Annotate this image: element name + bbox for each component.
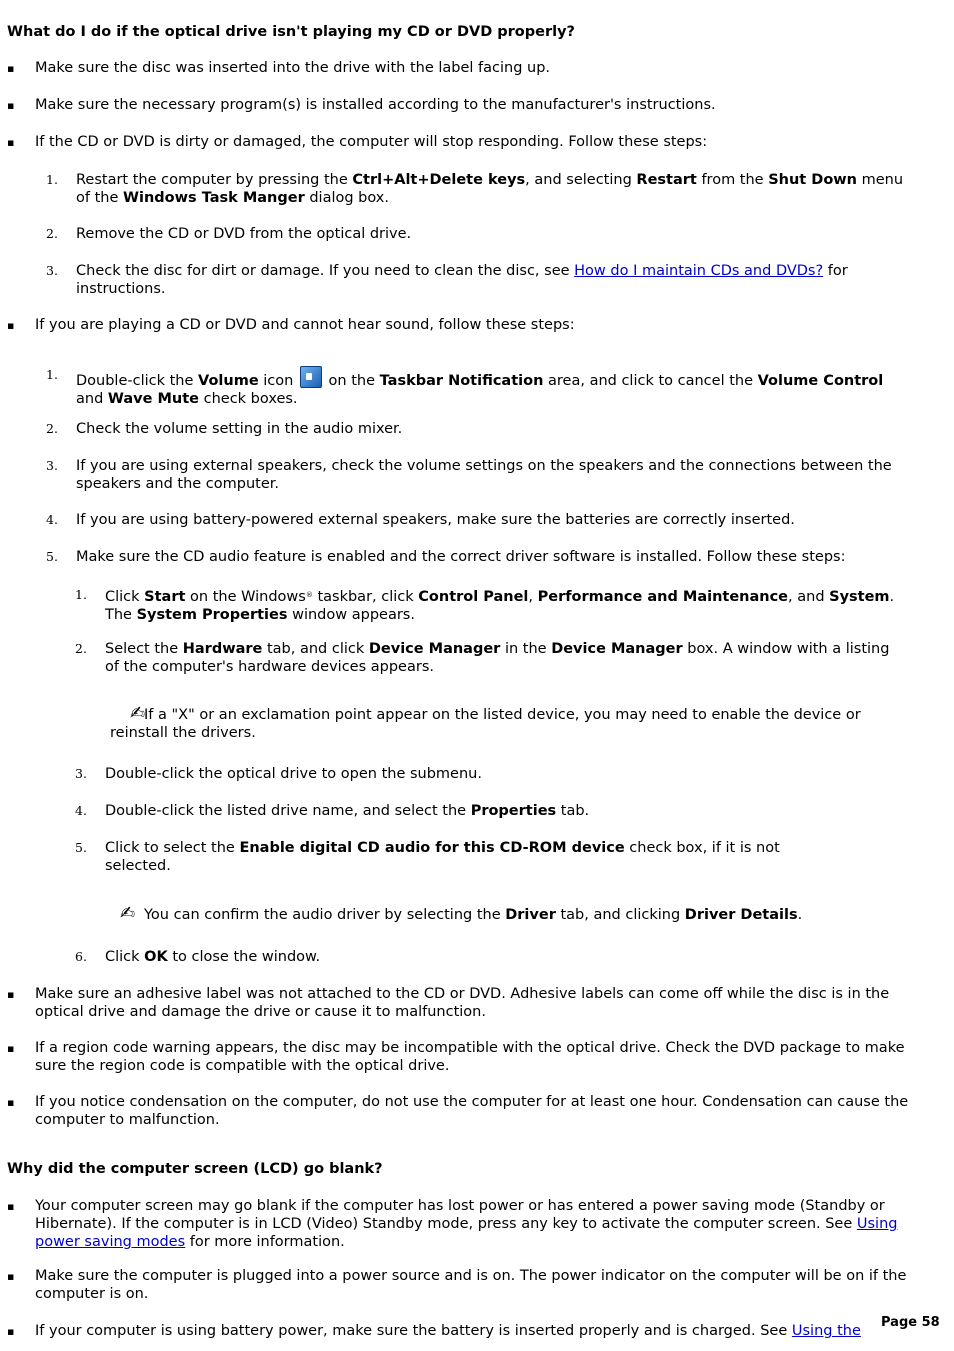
- substep-click-start: Click Start on the Windows® taskbar, click Control Panel, Performance and Maintenance, and System. The System Properties window appears.: [105, 589, 895, 623]
- step-number: 2.: [46, 421, 58, 436]
- page-number: Page 58: [881, 1315, 940, 1330]
- step-restart: Restart the computer by pressing the Ctrl+Alt+Delete keys, and selecting Restart from the Shut Down menu of the Windows Task Manger dialog box.: [76, 172, 904, 206]
- step-remove-disc: Remove the CD or DVD from the optical drive.: [76, 226, 412, 242]
- step-battery-speakers: If you are using battery-powered external speakers, make sure the batteries are correctly inserted.: [76, 512, 795, 528]
- step-number: 3.: [46, 263, 58, 278]
- substep-hardware-tab: Select the Hardware tab, and click Device Manager in the Device Manager box. A window with a listing of the computer's hardware devices appears.: [105, 641, 890, 675]
- bullet-marker: ▪: [7, 988, 15, 1001]
- bullet-marker: ▪: [7, 99, 15, 112]
- step-number: 1.: [46, 172, 58, 187]
- link-using-the-battery[interactable]: Using the: [791, 1323, 861, 1339]
- step-number: 1.: [46, 367, 58, 382]
- step-audio-mixer: Check the volume setting in the audio mixer.: [76, 421, 403, 437]
- step-number: 2.: [46, 226, 58, 241]
- bullet-marker: ▪: [7, 1325, 15, 1338]
- substep-number: 4.: [75, 803, 87, 818]
- step-number: 5.: [46, 549, 58, 564]
- step-number: 3.: [46, 458, 58, 473]
- substep-number: 2.: [75, 641, 87, 656]
- substep-enable-digital-audio: Click to select the Enable digital CD audio for this CD-ROM device check box, if it is not selected.: [105, 840, 780, 874]
- bullet-marker: ▪: [7, 1042, 15, 1055]
- substep-number: 6.: [75, 949, 87, 964]
- note-pencil-icon: ✍: [120, 903, 136, 924]
- substep-properties-tab: Double-click the listed drive name, and select the Properties tab.: [105, 803, 590, 819]
- bullet-marker: ▪: [7, 1270, 15, 1283]
- bullet-marker: ▪: [7, 136, 15, 149]
- bullet-label-facing-up: Make sure the disc was inserted into the drive with the label facing up.: [35, 60, 551, 76]
- link-using-power-saving-modes[interactable]: Using power saving modes: [35, 1216, 898, 1250]
- note-audio-driver: ✍ You can confirm the audio driver by selecting the Driver tab, and clicking Driver Details.: [120, 903, 803, 924]
- bullet-marker: ▪: [7, 62, 15, 75]
- volume-speaker-icon: [300, 366, 322, 388]
- bullet-marker: ▪: [7, 1200, 15, 1213]
- section-heading-optical-drive: What do I do if the optical drive isn't playing my CD or DVD properly?: [7, 24, 575, 40]
- note-pencil-icon: ✍: [130, 703, 146, 724]
- substep-number: 5.: [75, 840, 87, 855]
- bullet-marker: ▪: [7, 319, 15, 332]
- step-check-disc: Check the disc for dirt or damage. If you need to clean the disc, see How do I maintain CDs and DVDs? for instructions.: [76, 263, 848, 297]
- substep-click-ok: Click OK to close the window.: [105, 949, 321, 965]
- substep-number: 1.: [75, 587, 87, 602]
- bullet-region-code: If a region code warning appears, the disc may be incompatible with the optical drive. Check the DVD package to make sure the region code is compatible with the optical drive.: [35, 1040, 905, 1074]
- bullet-adhesive-label: Make sure an adhesive label was not attached to the CD or DVD. Adhesive labels can come off while the disc is in the optical drive and damage the drive or cause it to malfunction.: [35, 986, 890, 1020]
- bullet-no-sound: If you are playing a CD or DVD and cannot hear sound, follow these steps:: [35, 317, 575, 333]
- bullet-dirty-disc: If the CD or DVD is dirty or damaged, the computer will stop responding. Follow these steps:: [35, 134, 708, 150]
- section-heading-lcd-blank: Why did the computer screen (LCD) go blank?: [7, 1161, 383, 1177]
- substep-number: 3.: [75, 766, 87, 781]
- step-external-speakers: If you are using external speakers, check the volume settings on the speakers and the connections between the speakers and the computer.: [76, 458, 892, 492]
- bullet-battery-power: If your computer is using battery power, make sure the battery is inserted properly and is charged. See Using the: [35, 1323, 861, 1339]
- bullet-condensation: If you notice condensation on the computer, do not use the computer for at least one hour. Condensation can cause the computer to malfunction.: [35, 1094, 909, 1128]
- step-number: 4.: [46, 512, 58, 527]
- bullet-program-installed: Make sure the necessary program(s) is installed according to the manufacturer's instructions.: [35, 97, 716, 113]
- note-enable-device: ✍If a "X" or an exclamation point appear on the listed device, you may need to enable the device or reinstall the drivers.: [110, 703, 861, 741]
- link-maintain-cds-dvds[interactable]: How do I maintain CDs and DVDs?: [574, 263, 824, 279]
- bullet-marker: ▪: [7, 1096, 15, 1109]
- step-volume-icon: Double-click the Volume icon on the Taskbar Notification area, and click to cancel the Volume Control and Wave Mute check boxes.: [76, 366, 906, 408]
- bullet-power-saving: Your computer screen may go blank if the computer has lost power or has entered a power saving mode (Standby or Hibernate). If the computer is in LCD (Video) Standby mode, press any key to activate the computer screen. See Using power saving modes for more information.: [35, 1198, 898, 1250]
- substep-optical-submenu: Double-click the optical drive to open the submenu.: [105, 766, 482, 782]
- step-cd-audio-feature: Make sure the CD audio feature is enabled and the correct driver software is installed. Follow these steps:: [76, 549, 846, 565]
- bullet-power-source: Make sure the computer is plugged into a power source and is on. The power indicator on the computer will be on if the computer is on.: [35, 1268, 907, 1302]
